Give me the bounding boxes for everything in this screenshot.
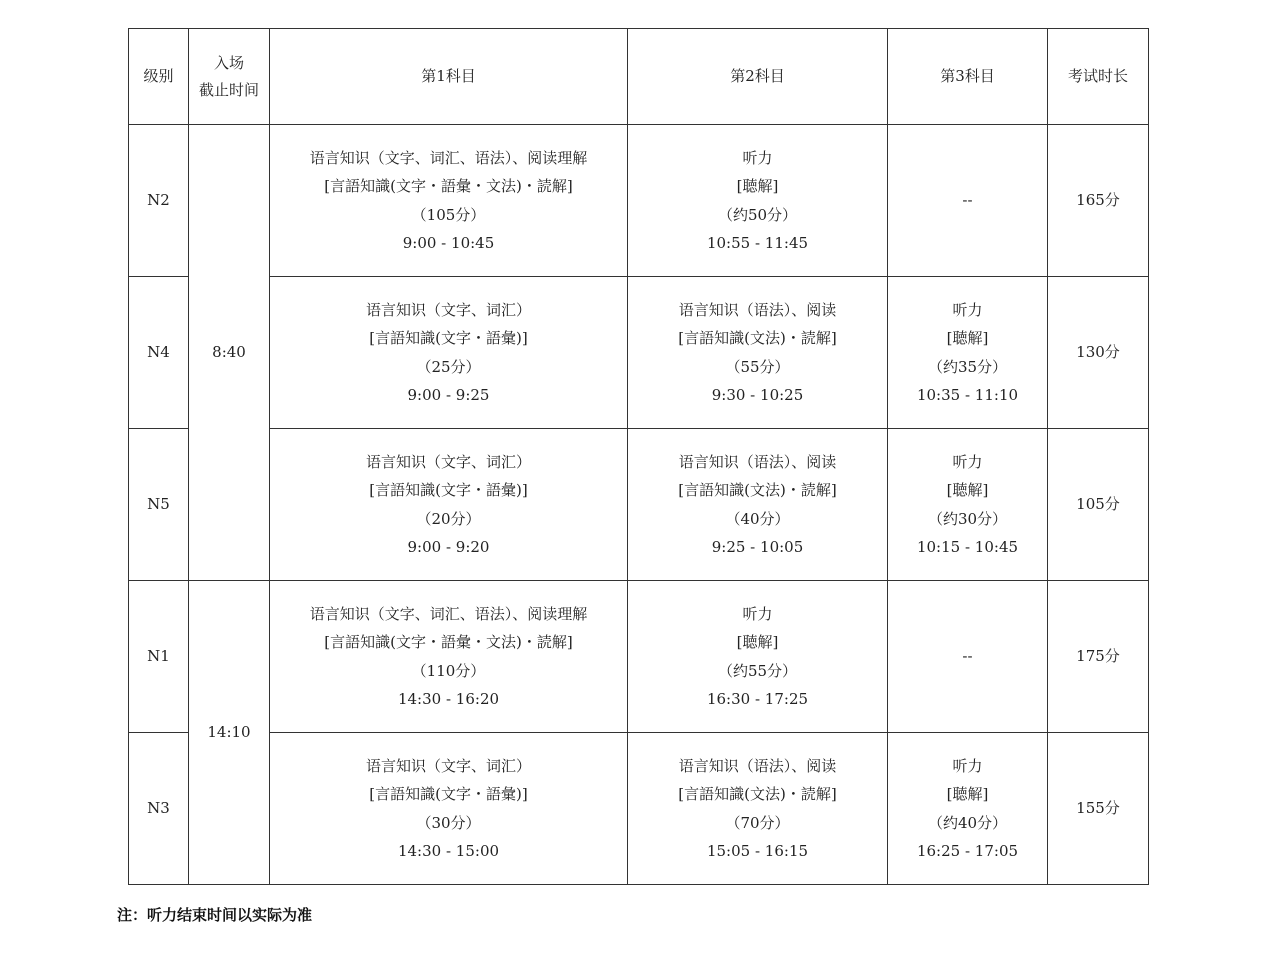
subject-3-cell <box>888 125 1048 277</box>
subject-3-cell-line-1: 听力 <box>952 756 983 775</box>
duration-cell: 130分 <box>1048 277 1149 429</box>
level-cell: N4 <box>129 277 189 429</box>
header-entry-deadline <box>189 29 270 125</box>
subject-2-cell-line-1: 语言知识（语法）、阅读 <box>678 300 837 319</box>
subject-3-cell-line-3: （约40分） <box>927 813 1008 832</box>
subject-1-cell-line-2: [言語知識(文字・語彙・文法)・読解] <box>324 177 573 195</box>
subject-1-cell-line-1: 语言知识（文字、词汇） <box>365 452 531 471</box>
subject-2-cell-line-4: 15:05 - 16:15 <box>706 842 809 860</box>
subject-2-cell <box>628 429 888 581</box>
subject-2-cell-line-1: 听力 <box>742 148 773 167</box>
table-row <box>129 581 1149 733</box>
subject-2-cell <box>628 733 888 885</box>
level-cell: N1 <box>129 581 189 733</box>
table-row <box>129 277 1149 429</box>
subject-3-cell <box>888 429 1048 581</box>
subject-3-cell-line-3: （约35分） <box>927 357 1008 376</box>
subject-2-cell-line-3: （70分） <box>725 813 790 832</box>
header-subject-3: 第3科目 <box>888 29 1048 125</box>
subject-3-cell <box>888 277 1048 429</box>
subject-1-cell-line-4: 9:00 - 9:20 <box>407 538 490 556</box>
header-duration: 考试时长 <box>1048 29 1149 125</box>
subject-1-cell-line-2: [言語知識(文字・語彙)] <box>369 481 528 499</box>
subject-1-cell-line-4: 14:30 - 16:20 <box>397 690 500 708</box>
table-row <box>129 125 1149 277</box>
subject-1-cell-line-3: （105分） <box>411 205 486 224</box>
subject-3-cell-line-4: 10:35 - 11:10 <box>916 386 1019 404</box>
subject-2-cell-line-3: （40分） <box>725 509 790 528</box>
subject-2-cell-line-2: [言語知識(文法)・読解] <box>678 785 837 803</box>
subject-3-cell <box>888 733 1048 885</box>
header-level: 级别 <box>129 29 189 125</box>
subject-2-cell-line-2: [聴解] <box>736 633 779 651</box>
level-cell: N2 <box>129 125 189 277</box>
subject-3-cell-line-4: 16:25 - 17:05 <box>916 842 1019 860</box>
entry-deadline-cell: 8:40 <box>189 125 270 581</box>
subject-3-cell-line-2: [聴解] <box>946 329 989 347</box>
subject-1-cell-line-2: [言語知識(文字・語彙)] <box>369 329 528 347</box>
subject-3-cell-line-2: [聴解] <box>946 481 989 499</box>
subject-2-cell-line-2: [言語知識(文法)・読解] <box>678 329 837 347</box>
subject-1-cell-line-2: [言語知識(文字・語彙・文法)・読解] <box>324 633 573 651</box>
subject-2-cell-line-1: 语言知识（语法）、阅读 <box>678 756 837 775</box>
subject-3-cell <box>888 581 1048 733</box>
subject-2-cell-line-4: 10:55 - 11:45 <box>706 234 809 252</box>
subject-1-cell-line-3: （110分） <box>411 661 486 680</box>
duration-cell: 105分 <box>1048 429 1149 581</box>
subject-2-cell-line-3: （55分） <box>725 357 790 376</box>
subject-3-cell-line-3: （约30分） <box>927 509 1008 528</box>
exam-schedule-table <box>128 28 1149 885</box>
subject-1-cell <box>270 733 628 885</box>
subject-2-cell-line-3: （约55分） <box>717 661 798 680</box>
subject-2-cell <box>628 125 888 277</box>
level-cell: N3 <box>129 733 189 885</box>
subject-1-cell-line-1: 语言知识（文字、词汇、语法）、阅读理解 <box>309 604 588 623</box>
subject-3-cell-line-1: -- <box>962 647 973 666</box>
header-entry-line1: 入场 <box>213 53 244 72</box>
table-row <box>129 733 1149 885</box>
subject-1-cell <box>270 581 628 733</box>
subject-1-cell <box>270 277 628 429</box>
subject-2-cell-line-1: 语言知识（语法）、阅读 <box>678 452 837 471</box>
header-row <box>129 29 1149 125</box>
subject-2-cell-line-1: 听力 <box>742 604 773 623</box>
subject-1-cell-line-4: 14:30 - 15:00 <box>397 842 500 860</box>
subject-2-cell-line-2: [言語知識(文法)・読解] <box>678 481 837 499</box>
subject-2-cell-line-2: [聴解] <box>736 177 779 195</box>
subject-2-cell-line-4: 9:30 - 10:25 <box>711 386 804 404</box>
subject-1-cell-line-3: （20分） <box>416 509 481 528</box>
duration-cell: 175分 <box>1048 581 1149 733</box>
level-cell: N5 <box>129 429 189 581</box>
duration-cell: 165分 <box>1048 125 1149 277</box>
subject-2-cell-line-4: 9:25 - 10:05 <box>711 538 804 556</box>
header-subject-2: 第2科目 <box>628 29 888 125</box>
entry-deadline-cell: 14:10 <box>189 581 270 885</box>
header-entry-line2: 截止时间 <box>198 80 259 99</box>
subject-1-cell <box>270 125 628 277</box>
subject-1-cell <box>270 429 628 581</box>
subject-2-cell <box>628 277 888 429</box>
subject-1-cell-line-3: （30分） <box>416 813 481 832</box>
subject-3-cell-line-4: 10:15 - 10:45 <box>916 538 1019 556</box>
subject-3-cell-line-2: [聴解] <box>946 785 989 803</box>
subject-1-cell-line-1: 语言知识（文字、词汇） <box>365 300 531 319</box>
subject-1-cell-line-4: 9:00 - 10:45 <box>402 234 495 252</box>
subject-1-cell-line-1: 语言知识（文字、词汇） <box>365 756 531 775</box>
table-row <box>129 429 1149 581</box>
subject-1-cell-line-1: 语言知识（文字、词汇、语法）、阅读理解 <box>309 148 588 167</box>
subject-2-cell-line-4: 16:30 - 17:25 <box>706 690 809 708</box>
footnote: 注：听力结束时间以实际为准 <box>117 906 313 924</box>
subject-1-cell-line-4: 9:00 - 9:25 <box>407 386 490 404</box>
subject-3-cell-line-1: 听力 <box>952 452 983 471</box>
subject-3-cell-line-1: 听力 <box>952 300 983 319</box>
subject-2-cell-line-3: （约50分） <box>717 205 798 224</box>
subject-2-cell <box>628 581 888 733</box>
subject-3-cell-line-1: -- <box>962 191 973 210</box>
duration-cell: 155分 <box>1048 733 1149 885</box>
header-subject-1: 第1科目 <box>270 29 628 125</box>
subject-1-cell-line-2: [言語知識(文字・語彙)] <box>369 785 528 803</box>
subject-1-cell-line-3: （25分） <box>416 357 481 376</box>
